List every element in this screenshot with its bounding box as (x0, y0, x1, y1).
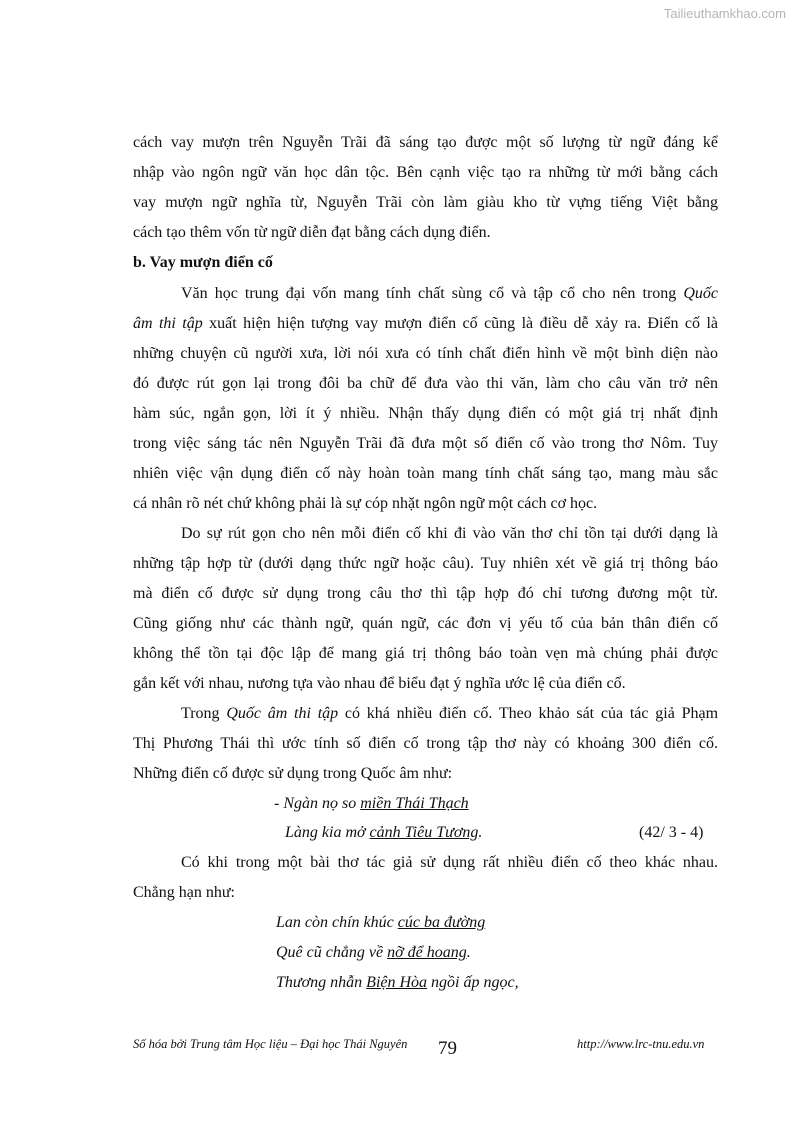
text-line: Thị Phương Thái thì ước tính số điển cố trong tập thơ này có khoảng 300 điển cố. (133, 735, 718, 752)
footer-url: http://www.lrc-tnu.edu.vn (577, 1037, 705, 1051)
poem-line: - Ngàn nọ so miền Thái Thạch (274, 795, 469, 812)
poem-line: Thương nhẫn Biện Hòa ngồi ấp ngọc, (276, 974, 519, 991)
poem-reference: (42/ 3 - 4) (639, 824, 704, 841)
text-line: Văn học trung đại vốn mang tính chất sùng cổ và tập cổ cho nên trong Quốc (181, 285, 718, 302)
text-line: âm thi tập xuất hiện hiện tượng vay mượn điển cố cũng là điều dễ xảy ra. Điển cố là (133, 315, 719, 332)
text-line: Cũng giống như các thành ngữ, quán ngữ, các đơn vị yếu tố của bản thân điển cố (133, 615, 718, 632)
footer-source: Số hóa bởi Trung tâm Học liệu – Đại học Thái Nguyên (133, 1037, 408, 1051)
text-line: cá nhân rõ nét chứ không phải là sự cóp nhặt ngôn ngữ một cách cơ học. (133, 495, 598, 512)
text-line: hàm súc, ngắn gọn, lời ít ý nhiều. Nhận thấy dụng điển có một giá trị nhất định (133, 405, 718, 422)
text-line: Do sự rút gọn cho nên mỗi điển cố khi đi vào văn thơ chỉ tồn tại dưới dạng là (181, 525, 718, 542)
text-line: nhập vào ngôn ngữ văn học dân tộc. Bên cạnh việc tạo ra những từ mới bằng cách (133, 164, 718, 181)
text-line: cách tạo thêm vốn từ ngữ diễn đạt bằng cách dụng điển. (133, 224, 491, 241)
text-line: không thể tồn tại độc lập để mang giá trị thông báo toàn vẹn mà chúng phải được (133, 645, 718, 662)
text-line: nhiên việc vận dụng điển cố này hoàn toàn mang tính chất sáng tạo, mang màu sắc (133, 465, 718, 482)
page-number: 79 (438, 1038, 457, 1059)
text-line: Có khi trong một bài thơ tác giả sử dụng rất nhiều điển cố theo khác nhau. (181, 854, 718, 871)
section-heading: b. Vay mượn điển cố (133, 254, 273, 271)
text-line: vay mượn ngữ nghĩa từ, Nguyễn Trãi còn làm giàu kho từ vựng tiếng Việt bằng (133, 194, 718, 211)
text-line: Chẳng hạn như: (133, 884, 235, 901)
poem-line: Làng kia mở cảnh Tiêu Tương. (285, 824, 483, 841)
text-line: mà điển cố được sử dụng trong câu thơ thì tập hợp đó chỉ tương đương một từ. (133, 585, 718, 602)
watermark: Tailieuthamkhao.com (663, 6, 786, 21)
poem-line: Lan còn chín khúc cúc ba đường (276, 914, 486, 931)
text-line: Những điển cố được sử dụng trong Quốc âm như: (133, 765, 453, 782)
poem-line: Quê cũ chẳng về nỡ để hoang. (276, 944, 471, 961)
text-line: những tập hợp từ (dưới dạng thức ngữ hoặc câu). Tuy nhiên xét về giá trị thông báo (133, 555, 718, 572)
text-line: Trong Quốc âm thi tập có khá nhiều điển cố. Theo khảo sát của tác giả Phạm (181, 705, 719, 722)
text-line: gắn kết với nhau, nương tựa vào nhau để biểu đạt ý nghĩa ước lệ của điển cố. (133, 675, 626, 692)
text-line: trong việc sáng tác nên Nguyễn Trãi đã đưa một số điển cố vào trong thơ Nôm. Tuy (133, 435, 718, 452)
text-line: đó được rút gọn lại trong đôi ba chữ để đưa vào thi văn, làm cho câu văn trở nên (133, 375, 718, 392)
text-line: cách vay mượn trên Nguyễn Trãi đã sáng tạo được một số lượng từ ngữ đáng kể (133, 134, 718, 151)
text-line: những chuyện cũ người xưa, lời nói xưa có tính chất điển hình về một bình diện nào (133, 345, 718, 362)
